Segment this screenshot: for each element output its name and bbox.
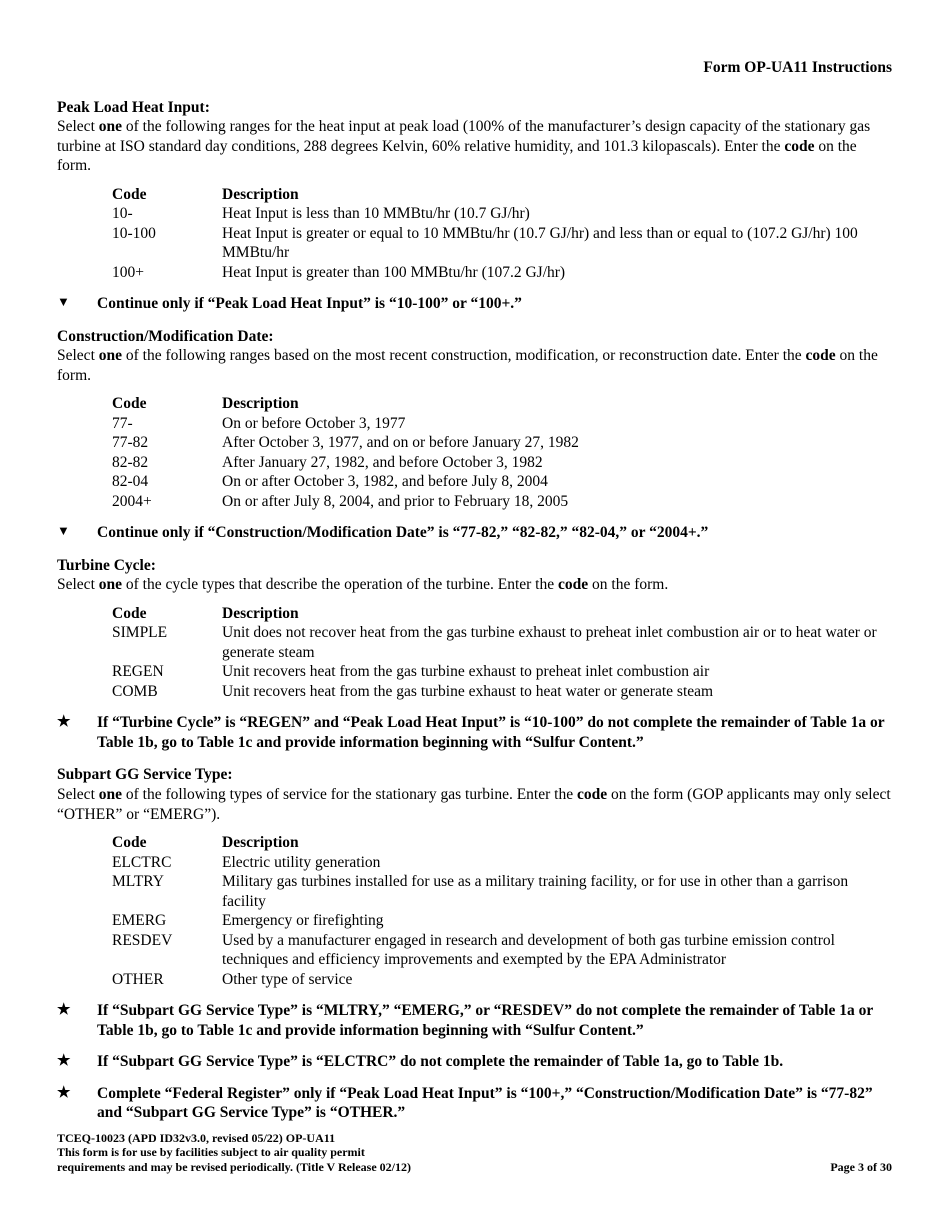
document-title: Form OP-UA11 Instructions [703, 59, 892, 76]
description-column-header: Description [222, 395, 299, 413]
description-cell: Used by a manufacturer engaged in research and development of both gas turbine emission control techniques and efficiency improvements and exempted by the EPA Administrator [222, 931, 835, 969]
code-cell: 77- [112, 414, 133, 432]
section-subpart-gg-service-type [57, 765, 892, 1122]
note-text: Continue only if “Peak Load Heat Input” is “10-100” or “100+.” [97, 295, 522, 313]
code-column-header: Code [112, 185, 147, 203]
section-construction-modification-date [57, 327, 892, 543]
code-cell: 10- [112, 205, 133, 223]
instruction-note [57, 1052, 892, 1072]
triangle-icon: ▼ [57, 523, 70, 539]
code-cell: RESDEV [112, 931, 173, 949]
code-column-header: Code [112, 834, 147, 852]
star-icon: ★ [57, 1084, 71, 1101]
description-cell: Unit does not recover heat from the gas turbine exhaust to preheat inlet combustion air or to heat water or generate steam [222, 624, 877, 661]
section-turbine-cycle [57, 556, 892, 753]
code-column-header: Code [112, 395, 147, 413]
code-cell: 82-82 [112, 453, 149, 471]
section-intro: Select one of the following ranges based on the most recent construction, modification, or reconstruction date. Enter the code on the form. [57, 347, 878, 384]
code-cell: 77-82 [112, 434, 149, 452]
section-peak-load-heat-input [57, 98, 892, 314]
section-heading: Subpart GG Service Type: [57, 766, 233, 784]
instruction-note [57, 713, 892, 752]
code-cell: EMERG [112, 912, 167, 930]
section-intro: Select one of the following ranges for the heat input at peak load (100% of the manufacturer’s design capacity of the stationary gas turbine at ISO standard day conditions, 288 degrees Kelvin, 60% relative humidity, and 101.3 kilopascals). Enter the code on the form. [57, 118, 871, 175]
description-cell: Heat Input is greater or equal to 10 MMBtu/hr (10.7 GJ/hr) and less than or equal to (107.2 GJ/hr) 100 MMBtu/hr [222, 224, 858, 262]
description-cell: On or after October 3, 1982, and before July 8, 2004 [222, 473, 548, 491]
section-heading: Turbine Cycle: [57, 556, 156, 574]
footer-line: TCEQ-10023 (APD ID32v3.0, revised 05/22) OP-UA11 [57, 1130, 336, 1145]
code-cell: REGEN [112, 663, 164, 681]
description-cell: Heat Input is less than 10 MMBtu/hr (10.7 GJ/hr) [222, 205, 530, 223]
code-cell: MLTRY [112, 873, 164, 891]
section-intro: Select one of the following types of service for the stationary gas turbine. Enter the code on the form (GOP applicants may only select “OTHER” or “EMERG”). [57, 785, 891, 823]
description-cell: On or after July 8, 2004, and prior to February 18, 2005 [222, 492, 569, 510]
code-cell: 10-100 [112, 224, 156, 242]
note-text: Continue only if “Construction/Modification Date” is “77-82,” “82-82,” “82-04,” or “2004+.” [97, 524, 709, 542]
star-icon: ★ [57, 714, 71, 731]
description-column-header: Description [222, 604, 299, 622]
description-cell: Unit recovers heat from the gas turbine exhaust to preheat inlet combustion air [222, 663, 710, 681]
description-cell: On or before October 3, 1977 [222, 414, 406, 432]
page-number: Page 3 of 30 [830, 1159, 892, 1174]
code-cell: OTHER [112, 970, 164, 988]
continue-note [57, 294, 892, 314]
code-cell: SIMPLE [112, 624, 168, 642]
page-footer [57, 1131, 892, 1174]
code-cell: ELCTRC [112, 853, 172, 871]
note-text: Complete “Federal Register” only if “Peak Load Heat Input” is “100+,” “Construction/Modification Date” is “77-82” and “Subpart GG Service Type” is “OTHER.” [97, 1084, 873, 1122]
code-cell: 2004+ [112, 492, 152, 510]
description-column-header: Description [222, 185, 299, 203]
section-intro: Select one of the cycle types that describe the operation of the turbine. Enter the code on the form. [57, 576, 669, 594]
code-cell: 82-04 [112, 473, 149, 491]
description-cell: Other type of service [222, 970, 353, 988]
section-heading: Construction/Modification Date: [57, 327, 274, 345]
code-cell: 100+ [112, 263, 144, 281]
description-cell: Emergency or firefighting [222, 912, 384, 930]
code-table [112, 394, 892, 511]
note-text: If “Turbine Cycle” is “REGEN” and “Peak Load Heat Input” is “10-100” do not complete the remainder of Table 1a or Table 1b, go to Table 1c and provide information beginning with “Sulfur Content.” [97, 714, 885, 751]
description-cell: After January 27, 1982, and before October 3, 1982 [222, 453, 543, 471]
continue-note [57, 523, 892, 543]
code-column-header: Code [112, 604, 147, 622]
star-icon: ★ [57, 1002, 71, 1019]
code-table [112, 604, 892, 702]
footer-identification [57, 1131, 411, 1174]
description-cell: After October 3, 1977, and on or before January 27, 1982 [222, 434, 579, 452]
note-text: If “Subpart GG Service Type” is “MLTRY,” “EMERG,” or “RESDEV” do not complete the remainder of Table 1a or Table 1b, go to Table 1c and provide information beginning with “Sulfur Content.” [97, 1002, 873, 1039]
section-heading: Peak Load Heat Input: [57, 98, 210, 116]
triangle-icon: ▼ [57, 294, 70, 310]
description-cell: Unit recovers heat from the gas turbine exhaust to heat water or generate steam [222, 682, 714, 700]
note-text: If “Subpart GG Service Type” is “ELCTRC” do not complete the remainder of Table 1a, go to Table 1b. [97, 1053, 784, 1071]
description-column-header: Description [222, 834, 299, 852]
instruction-note [57, 1084, 892, 1123]
code-cell: COMB [112, 682, 158, 700]
instruction-note [57, 1001, 892, 1040]
star-icon: ★ [57, 1053, 71, 1070]
code-table [112, 833, 892, 989]
description-cell: Electric utility generation [222, 853, 381, 871]
footer-line: requirements and may be revised periodically. (Title V Release 02/12) [57, 1159, 411, 1174]
footer-line: This form is for use by facilities subject to air quality permit [57, 1145, 365, 1160]
code-table [112, 185, 892, 283]
description-cell: Military gas turbines installed for use as a military training facility, or for use in other than a garrison facility [222, 873, 849, 910]
instruction-notes [57, 1001, 892, 1123]
description-cell: Heat Input is greater than 100 MMBtu/hr (107.2 GJ/hr) [222, 263, 566, 281]
